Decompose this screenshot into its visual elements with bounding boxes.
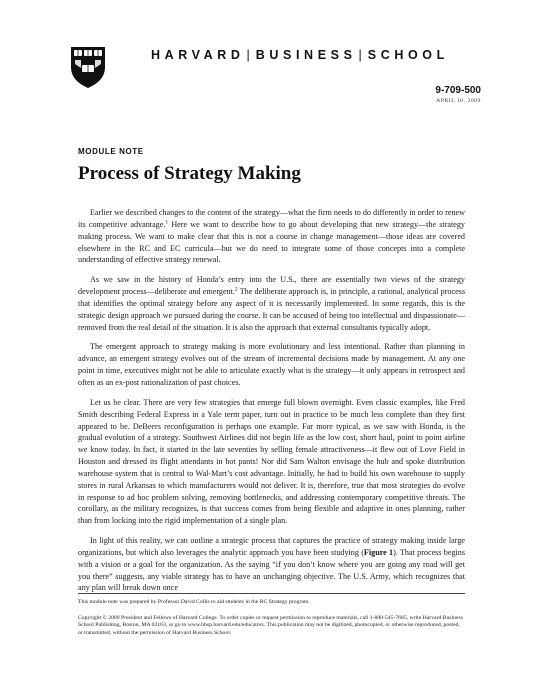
school-name-separator: | bbox=[358, 48, 362, 62]
school-name-word-3: SCHOOL bbox=[367, 48, 449, 62]
author-footnote: This module note was prepared by Professor David Collis to aid students in the RC Strategy program. bbox=[78, 599, 310, 605]
footer-divider bbox=[78, 593, 465, 594]
footnote-ref-2: 2 bbox=[234, 286, 238, 293]
case-number: 9-709-500 bbox=[435, 85, 481, 96]
paragraph-3: The emergent approach to strategy making is more evolutionary and less intentional. Rather than planning in advance, an emergent strategy evolves out of the stream of incremental decisions made by management. At any one point in time, executives might not be able to articulate exactly what is the strategy—it only appears in retrospect and often as an ex-post rationalization of past choices. bbox=[78, 342, 465, 387]
body-text bbox=[78, 207, 465, 602]
copyright-notice: Copyright © 2009 President and Fellows of Harvard College. To order copies or request permission to reproduce materials, call 1-800-545-7685, write Harvard Business School Publishing, Boston, MA 02163, or go to www.hbsp.harvard.edu/educators. This publication may not be digitized, photocopied, or otherwise reproduced, posted, or transmitted, without the permission of Harvard Business School. bbox=[78, 615, 463, 636]
footnote-ref-1: 1 bbox=[165, 219, 169, 226]
paragraph-1: Earlier we described changes to the content of the strategy—what the firm needs to do differently in order to renew its competitive advantage.$^1$ Here we want to describe how to go about developing that new strategy—the strategy making process. We want to make clear that this is not a course in change management—those ideas are covered elsewhere in the RC and EC curricula—but we do need to integrate some of those concepts into a complete understanding of effective strategy renewal. bbox=[78, 208, 465, 265]
figure-reference: Figure 1 bbox=[363, 547, 394, 557]
harvard-shield-logo bbox=[69, 45, 107, 89]
paragraph-2: As we saw in the history of Honda’s entry into the U.S., there are essentially two views of the strategy development process—deliberate and emergent.$^2$ The deliberate approach is, in principle, a rational, analytical process that identifies the optimal strategy before any aspect of it is necessarily implemented. In some regards, this is the strategic design approach we pursued during the course. It can be accused of being too intellectual and dispassionate—removed from the real detail of the situation. It is also the approach that external consultants typically adopt. bbox=[78, 275, 465, 332]
school-name-separator: | bbox=[246, 48, 250, 62]
case-date: APRIL 10, 2009 bbox=[436, 98, 481, 104]
paragraph-4: Let us be clear. There are very few strategies that emerge full blown overnight. Even classic examples, like Fred Smith describing Federal Express in a Yale term paper, turn out in practice to be much less complete than they first appeared to be. DeBeers reconfiguration is perhaps one example. Far more typical, as we saw with Honda, is the gradual evolution of a strategy. Southwest Airlines did not begin life as the low cost, short haul, point to point airline we know today. In fact, it started in the late seventies by selling female attractiveness—it flew out of Love Field in Houston and dressed its flight attendants in hot pants! Nor did Sam Walton envisage the hub and spoke distribution warehouse system that is central to Wal-Mart’s cost advantage. Initially, he had to build his own warehouse to supply stores in rural Arkansas to which manufacturers would not deliver. It is, therefore, true that most strategies do evolve in response to ad hoc problem solving, removing bottlenecks, and addressing contemporary competitive threats. The corollary, as the military recognizes, is that success comes from being flexible and adaptive in ones planning, rather than from locking into the rigid implementation of a single plan. bbox=[78, 397, 465, 526]
paragraph-5: In light of this reality, we can outline a strategic process that captures the practice of strategy making inside large organizations, but which also leverages the analytic approach you have been studying (Figure 1). That process begins with a vision or a goal for the organization. As the saying “if you don’t know where you are going any road will get you there” suggests, any viable strategy has to have an unchanging objective. The U.S. Army, which recognizes that any plan will break down once bbox=[78, 536, 465, 593]
school-name bbox=[151, 48, 449, 62]
school-name-word-1: HARVARD bbox=[151, 48, 245, 62]
school-name-word-2: BUSINESS bbox=[255, 48, 357, 62]
document-title: Process of Strategy Making bbox=[78, 163, 301, 184]
module-label: MODULE NOTE bbox=[78, 147, 144, 156]
